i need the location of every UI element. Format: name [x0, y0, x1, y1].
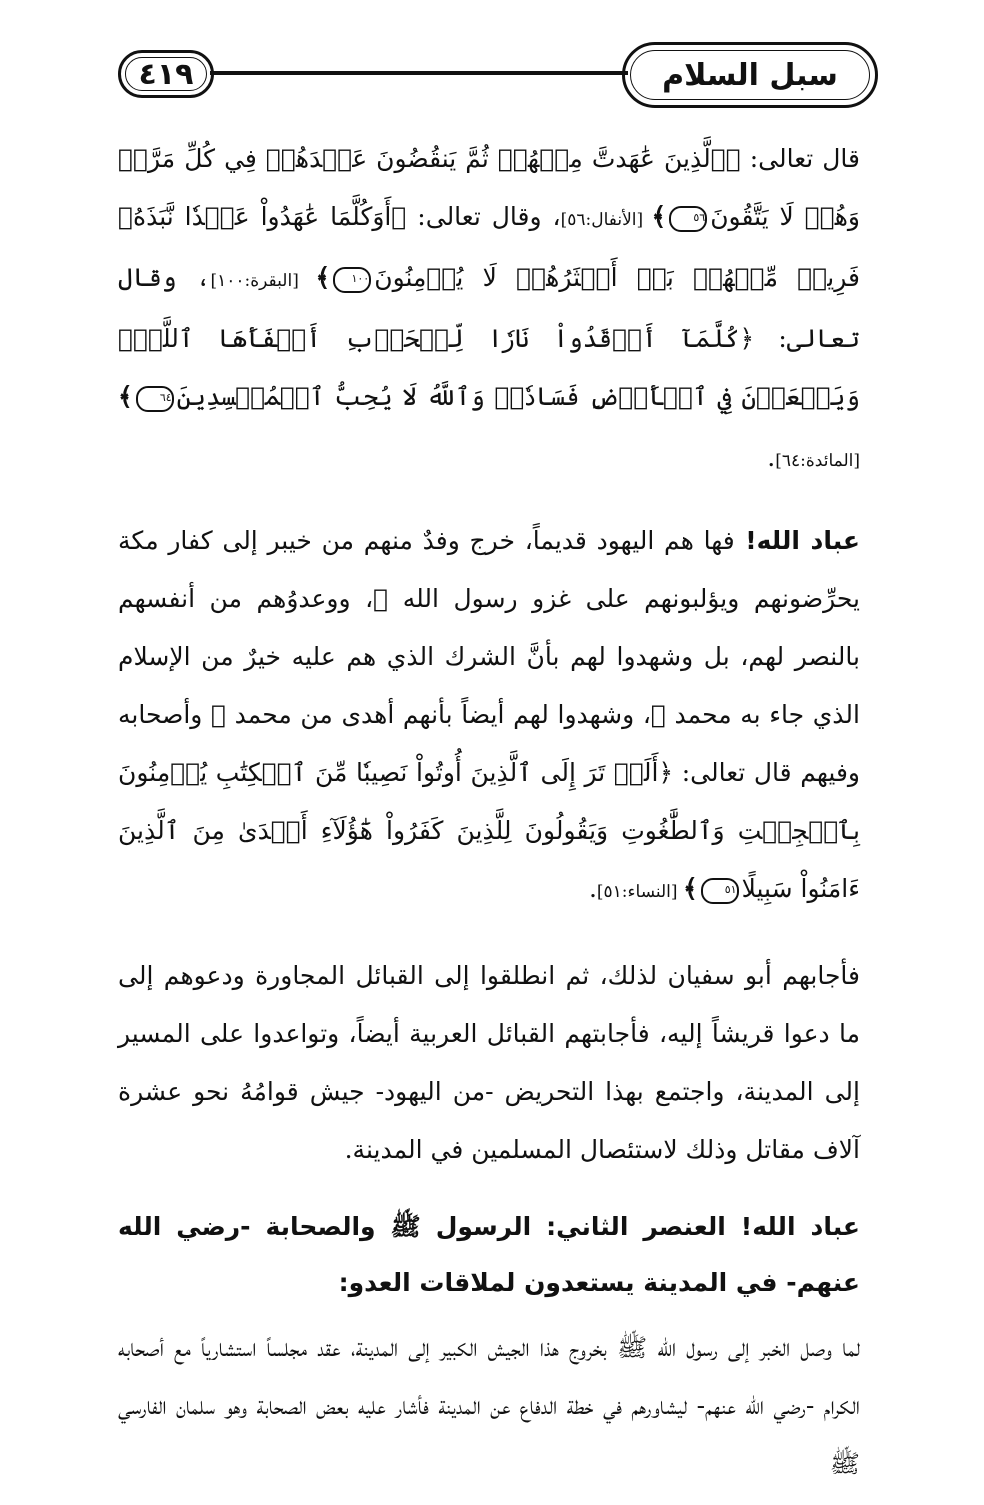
verse-reference: [البقرة:١٠٠] [210, 271, 316, 291]
page-content [118, 130, 860, 1493]
paragraph-jews-delegation [118, 512, 860, 921]
paragraph-lead: عباد الله! [734, 526, 860, 555]
connector-text: ، وقال تعالى: [118, 263, 860, 353]
verse-reference: [المائدة:٦٤] [775, 451, 860, 471]
section-heading: عباد الله! العنصر الثاني: الرسول ﷺ والصحابة -رضي الله عنهم- في المدينة يستعدون لملاقات العدو: [118, 1212, 860, 1297]
verse-reference: [الأنفال:٥٦] [560, 210, 652, 230]
sentence-end: . [588, 874, 597, 903]
page-number-frame [118, 50, 214, 98]
verse-close-bracket: ﴾ [118, 382, 133, 411]
verse-close-bracket: ﴾ [315, 263, 331, 292]
book-title: سبل السلام [662, 57, 838, 93]
ayah-number-marker: ٥١ [701, 878, 739, 904]
quran-verse: ﴿أَوَكُلَّمَا عَٰهَدُواْ عَهۡدٗا نَّبَذَهُۥ فَرِيقٞ مِّنۡهُمۚ بَلۡ أَكۡثَرُهُمۡ لَا يُؤۡمِنُونَ [118, 202, 860, 292]
ayah-number-marker: ٥٦ [669, 206, 707, 232]
quran-verse: ﴿أَلَمۡ تَرَ إِلَى ٱلَّذِينَ أُوتُواْ نَصِيبٗا مِّنَ ٱلۡكِتَٰبِ يُؤۡمِنُونَ بِٱلۡجِبۡتِ وَٱلطَّٰغُوتِ وَيَقُولُونَ لِلَّذِينَ كَفَرُواْ هَٰٓؤُلَآءِ أَهۡدَىٰ مِنَ ٱلَّذِينَ ءَامَنُواْ سَبِيلًا [118, 758, 860, 903]
header-rule [210, 71, 628, 75]
connector-text: ، وقال تعالى: [406, 202, 561, 231]
verse-close-bracket: ﴾ [651, 202, 667, 231]
paragraph-consultation: لما وصل الخبر إلى رسول الله ﷺ بخروج هذا الجيش الكبير إلى المدينة، عقد مجلساً استشارياً مع أصحابه الكرام -رضي الله عنهم- ليشاورهم في خطة الدفاع عن المدينة فأشار عليه بعض الصحابة وهو سلمان الفارسي ﷺ [118, 1333, 860, 1478]
paragraph-verses [118, 130, 860, 490]
sentence-end: . [767, 443, 776, 472]
quran-verse: ﴿ٱلَّذِينَ عَٰهَدتَّ مِنۡهُمۡ ثُمَّ يَنقُضُونَ عَهۡدَهُمۡ فِي كُلِّ مَرَّةٖ وَهُمۡ لَا يَتَّقُونَ [118, 144, 860, 231]
page-number: ٤١٩ [138, 56, 194, 92]
paragraph-text: فها هم اليهود قديماً، خرج وفدٌ منهم من خيبر إلى كفار مكة يحرِّضونهم ويؤلبونهم على غزو رسول الله ﷺ، ووعدوُهم من أنفسهم بالنصر لهم، بل وشهدوا لهم بأنَّ الشرك الذي هم عليه خيرٌ من الإسلام الذي جاء به محمد ﷺ، وشهدوا لهم أيضاً بأنهم أهدى من محمد ﷺ وأصحابه وفيهم قال تعالى: [118, 526, 860, 787]
intro-text: قال تعالى: [740, 144, 860, 173]
quran-verse: ﴿كُلَّمَآ أَوۡقَدُواْ نَارٗا لِّلۡحَرۡبِ أَطۡفَأَهَا ٱللَّهُۚ وَيَسۡعَوۡنَ فِي ٱلۡأَرۡضِ فَسَادٗاۚ وَٱللَّهُ لَا يُحِبُّ ٱلۡمُفۡسِدِينَ [118, 324, 860, 411]
page-header [118, 42, 878, 112]
verse-close-bracket: ﴾ [682, 874, 698, 903]
ayah-number-marker: ٦٤ [136, 386, 174, 412]
paragraph-abu-sufyan: فأجابهم أبو سفيان لذلك، ثم انطلقوا إلى القبائل المجاورة ودعوهم إلى ما دعوا قريشاً إليه، فأجابتهم القبائل العربية أيضاً، وتواعدوا على المسير إلى المدينة، واجتمع بهذا التحريض -من اليهود- جيش قوامُهُ نحو عشرة آلاف مقاتل وذلك لاستئصال المسلمين في المدينة. [118, 961, 860, 1164]
verse-reference: [النساء:٥١] [596, 882, 683, 902]
ayah-number-marker: ١٠٠ [333, 267, 371, 293]
book-title-frame [622, 42, 878, 108]
